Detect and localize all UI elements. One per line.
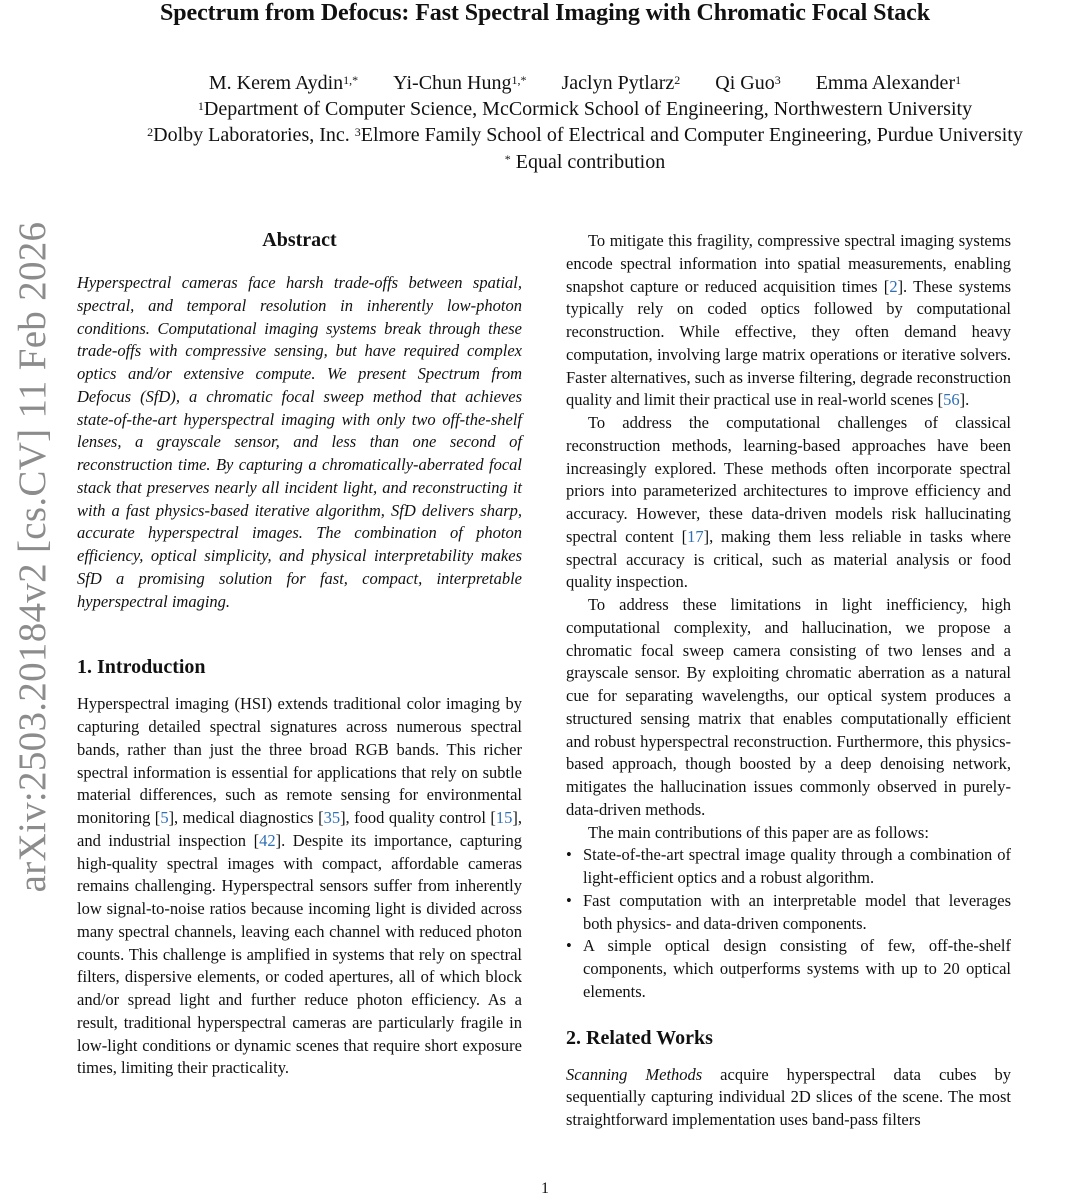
author-affil-mark: 2	[674, 73, 681, 87]
text-run: To mitigate this fragility, compressive spectral imaging systems encode spectral information into spatial measurements, enabling snapshot capture or reduced acquisition times [	[566, 231, 1011, 296]
text-run: To address the computational challenges of classical reconstruction methods, learning-based approaches have been increasingly explored. These methods often incorporate spectral priors into parameterized architectures to improve efficiency and accuracy. However, these data-driven models risk hallucinating spectral content [	[566, 413, 1011, 546]
citation-link[interactable]: 56	[943, 390, 960, 410]
text-run: ], and industrial inspection [	[77, 808, 522, 850]
affiliation-text: Dolby Laboratories, Inc.	[153, 124, 355, 146]
note-text: Equal contribution	[510, 151, 666, 173]
citation-link[interactable]: 17	[687, 526, 704, 546]
author-affil-mark: 1,*	[343, 73, 359, 87]
author	[715, 72, 780, 94]
note-mark: *	[504, 152, 511, 166]
intro-paragraph-1	[77, 693, 522, 1080]
citation-link[interactable]: 2	[889, 276, 898, 296]
related-works-heading: 2. Related Works	[566, 1026, 713, 1049]
text-run: ].	[959, 390, 970, 410]
author-affil-mark: 3	[774, 73, 781, 87]
contributions-list	[566, 844, 1011, 1003]
affiliation-line-1	[80, 96, 1081, 122]
affil-mark: 1	[197, 99, 204, 113]
author	[393, 72, 526, 94]
contribution-item: • State-of-the-art spectral image quality through a combination of light-efficient optics and a robust algorithm.	[566, 844, 1011, 890]
related-works-paragraph	[566, 1064, 1011, 1132]
author	[562, 72, 681, 94]
intro-paragraph-3	[566, 412, 1011, 594]
intro-paragraph-2	[566, 230, 1011, 412]
author-name: Emma Alexander	[815, 72, 956, 94]
author-name: Qi Guo	[715, 72, 775, 94]
intro-paragraph-4: To address these limitations in light inefficiency, high computational complexity, and hallucination, we propose a chromatic focal sweep camera consisting of two lenses and a grayscale sensor. By exploiting chromatic aberration as a natural cue for separating wavelengths, our optical system produces a structured sensing matrix that enables computationally efficient and robust hyperspectral reconstruction. Furthermore, this physics-based approach, though boosted by a deep denoising network, mitigates the hallucination issues commonly observed in purely-data-driven methods.	[566, 595, 1011, 819]
run-in-heading: Scanning Methods	[566, 1064, 703, 1084]
affiliation-text: Elmore Family School of Electrical and Computer Engineering, Purdue University	[360, 124, 1023, 146]
introduction-heading: 1. Introduction	[77, 656, 206, 679]
text-run: ], food quality control [	[340, 808, 496, 827]
author-name: Jaclyn Pytlarz	[561, 72, 675, 94]
left-column	[77, 228, 522, 1080]
page-number: 1	[541, 1180, 549, 1197]
citation-link[interactable]: 35	[323, 808, 341, 827]
author-list	[80, 70, 1081, 96]
text-run: acquire hyperspectral data cubes by sequentially capturing individual 2D slices of the scene. The most straightforward implementation uses band-pass filters	[566, 1064, 1011, 1129]
affil-mark: 2	[147, 125, 154, 139]
citation-link[interactable]: 42	[259, 830, 276, 850]
author-affil-mark: 1	[955, 73, 962, 87]
text-run: ]. These systems typically rely on coded optics followed by computational reconstruction. While effective, they often demand heavy computation, involving large matrix operations or iterative solvers. Faster alternatives, such as inverse filtering, degrade reconstruction quality and limit their practical use in real-world scenes [	[566, 276, 1012, 410]
contribution-item: • Fast computation with an interpretable model that leverages both physics- and data-driven components.	[566, 890, 1011, 936]
citation-link[interactable]: 15	[495, 808, 513, 827]
affiliation-text: Department of Computer Science, McCormick School of Engineering, Northwestern University	[203, 98, 973, 120]
text-run: ], making them less reliable in tasks where spectral accuracy is critical, such as material analysis or food quality inspection.	[566, 526, 1011, 592]
author-name: Yi-Chun Hung	[393, 72, 512, 94]
text-run: ], medical diagnostics [	[168, 808, 324, 827]
arxiv-stamp: arXiv:2503.20184v2 [cs.CV] 11 Feb 2026	[11, 221, 54, 893]
abstract-heading: Abstract	[262, 229, 337, 251]
author-name: M. Kerem Aydin	[208, 72, 344, 94]
paper-title: Spectrum from Defocus: Fast Spectral Imaging with Chromatic Focal Stack	[160, 0, 930, 26]
author	[209, 72, 358, 94]
citation-link[interactable]: 5	[160, 808, 169, 827]
affil-mark: 3	[354, 125, 361, 139]
contribution-item: • A simple optical design consisting of few, off-the-shelf components, which outperforms systems with up to 20 optical elements.	[566, 935, 1011, 1003]
contributions-lead: The main contributions of this paper are as follows:	[588, 822, 929, 842]
text-run: Hyperspectral imaging (HSI) extends traditional color imaging by capturing detailed spectral signatures across numerous spectral bands, rather than just the three broad RGB bands. This richer spectral information is essential for applications that rely on subtle material differences, such as remote sensing for environmental monitoring [	[77, 694, 522, 827]
abstract-text: Hyperspectral cameras face harsh trade-offs between spatial, spectral, and temporal resolution in inherently low-photon conditions. Computational imaging systems break through these trade-offs with compressive sensing, but have required complex optics and/or extensive compute. We present Spectrum from Defocus (SfD), a chromatic focal sweep method that achieves state-of-the-art hyperspectral imaging with only two off-the-shelf lenses, a grayscale sensor, and less than one second of reconstruction time. By capturing a chromatically-aberrated focal stack that preserves nearly all incident light, and reconstructing it with a fast physics-based iterative algorithm, SfD delivers sharp, accurate hyperspectral images. The combination of photon efficiency, optical simplicity, and physical interpretability makes SfD a promising solution for fast, compact, interpretable hyperspectral imaging.	[77, 273, 522, 611]
affiliation-line-2	[80, 122, 1081, 148]
author-affil-mark: 1,*	[511, 73, 527, 87]
text-run: ]. Despite its importance, capturing high-quality spectral images with compact, affordable cameras remains challenging. Hyperspectral sensors suffer from inherently low signal-to-noise ratios because incoming light is divided across many spectral channels, leaving each channel with reduced photon counts. This challenge is amplified in systems that rely on spectral filters, dispersive elements, or coded apertures, all of which block and/or spread light and further reduce photon efficiency. As a result, traditional hyperspectral cameras are particularly fragile in low-light conditions or dynamic scenes that require short exposure times, limiting their practicality.	[77, 830, 523, 1078]
author	[816, 72, 961, 94]
right-column	[566, 230, 1011, 1132]
equal-contribution-note	[80, 149, 1081, 175]
